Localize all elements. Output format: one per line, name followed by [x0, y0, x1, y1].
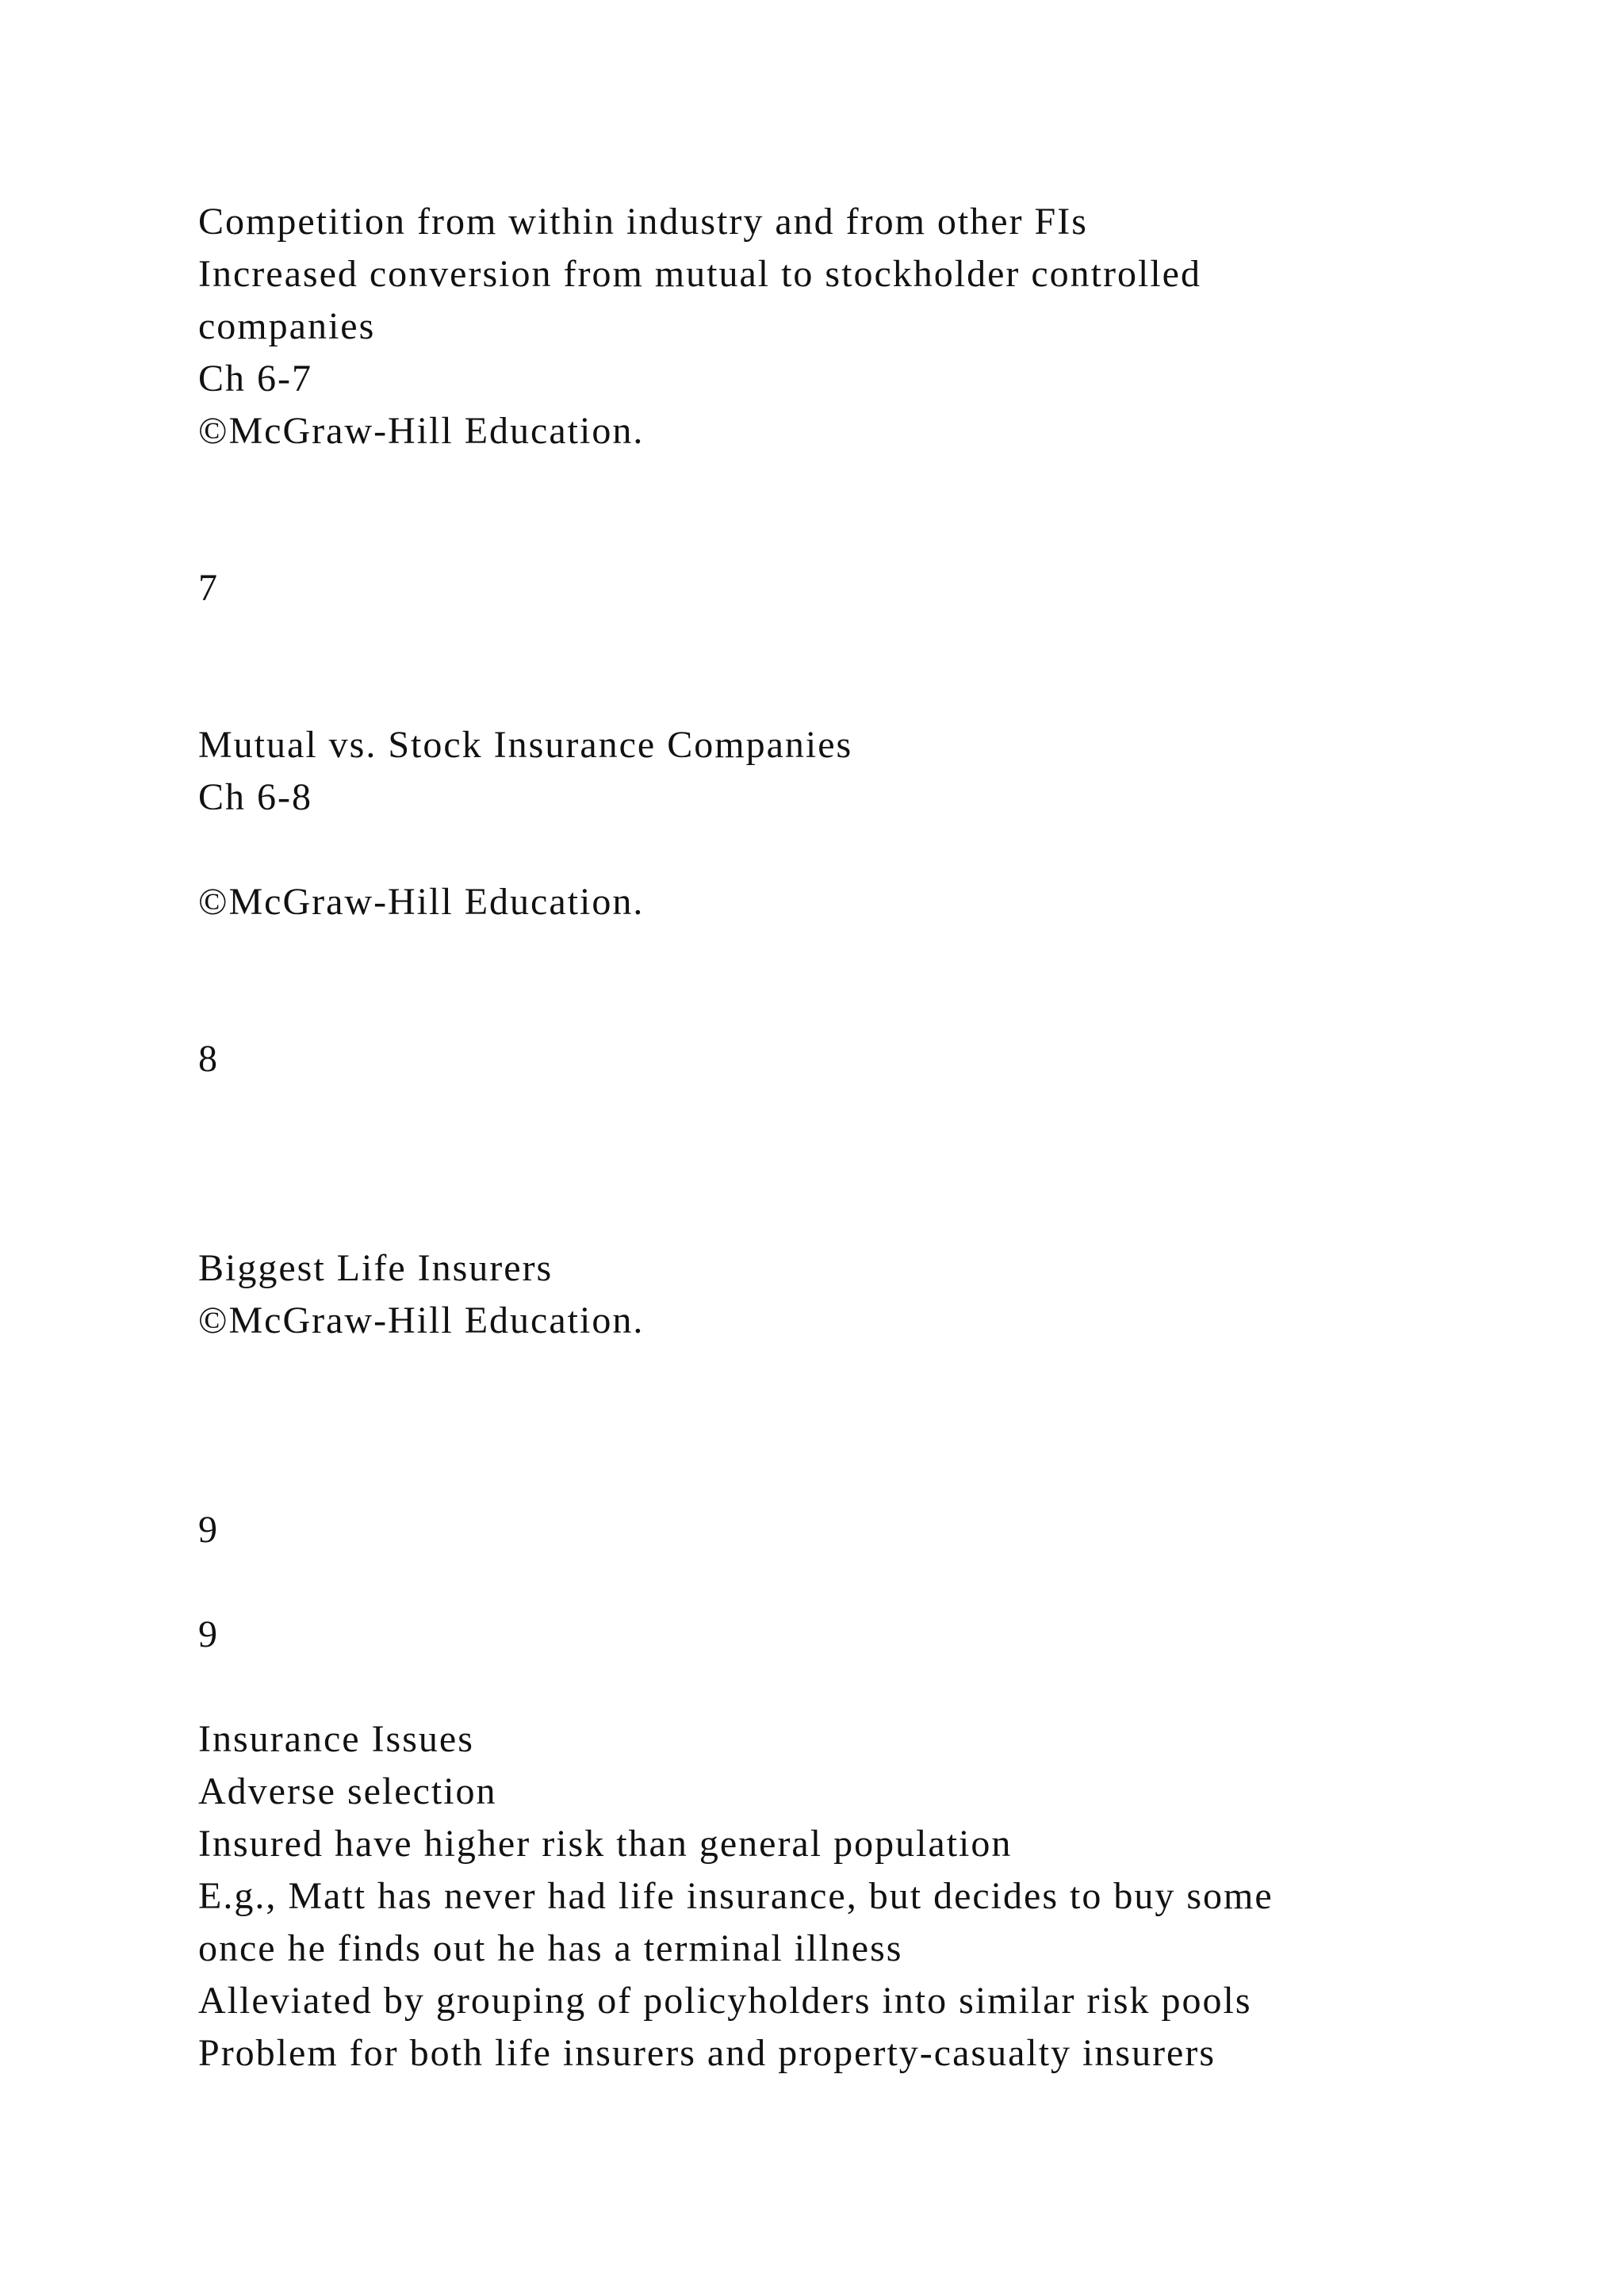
- text-line: Ch 6-8: [198, 776, 312, 818]
- page-number: 9: [198, 1509, 219, 1551]
- text-line: ©McGraw-Hill Education.: [198, 881, 645, 923]
- text-line: E.g., Matt has never had life insurance, but decides to buy some: [198, 1875, 1274, 1917]
- page-number: 7: [198, 567, 219, 609]
- text-line: once he finds out he has a terminal illness: [198, 1927, 903, 1969]
- text-line: Alleviated by grouping of policyholders into similar risk pools: [198, 1980, 1252, 2022]
- text-line: Problem for both life insurers and property-casualty insurers: [198, 2032, 1216, 2074]
- text-line: Adverse selection: [198, 1770, 497, 1812]
- page-number: 8: [198, 1038, 219, 1080]
- text-line: Increased conversion from mutual to stockholder controlled: [198, 253, 1201, 295]
- text-line: Competition from within industry and from other FIs: [198, 201, 1088, 243]
- slide-heading: Insurance Issues: [198, 1718, 474, 1760]
- page-number: 9: [198, 1613, 219, 1655]
- text-line: ©McGraw-Hill Education.: [198, 1299, 645, 1341]
- text-line: ©McGraw-Hill Education.: [198, 410, 645, 452]
- text-line: Ch 6-7: [198, 358, 312, 400]
- slide-heading: Mutual vs. Stock Insurance Companies: [198, 724, 853, 766]
- slide-heading: Biggest Life Insurers: [198, 1247, 553, 1289]
- text-line: companies: [198, 305, 376, 347]
- text-line: Insured have higher risk than general population: [198, 1823, 1013, 1865]
